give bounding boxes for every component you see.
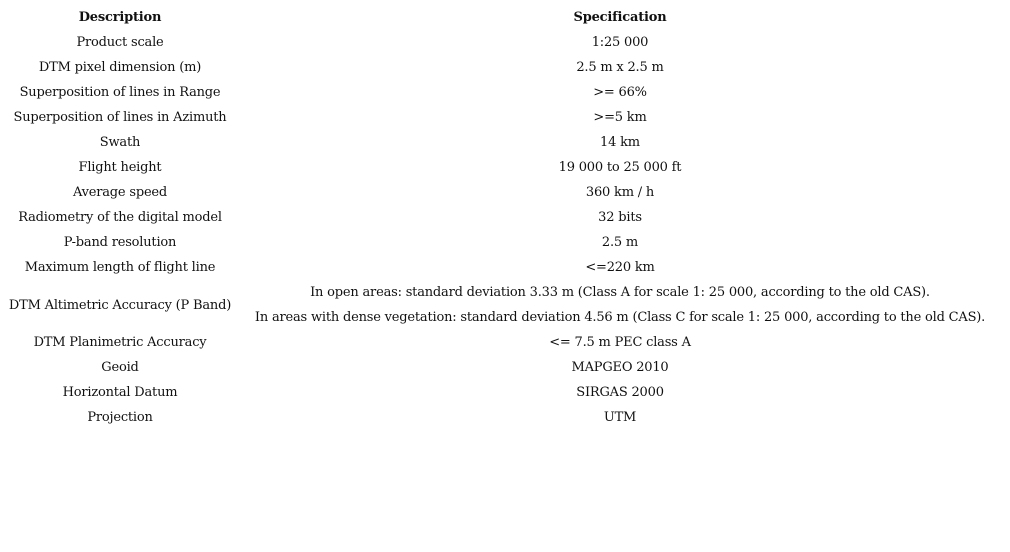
table-row (2, 380, 1002, 405)
description-cell: Horizontal Datum (62, 385, 178, 400)
table-row (2, 330, 1002, 355)
table-header-row (2, 5, 1002, 30)
table-row (2, 30, 1002, 55)
table-row (2, 105, 1002, 130)
table-row (2, 280, 1002, 330)
description-cell: Product scale (76, 35, 164, 50)
specification-cell: 2.5 m (601, 235, 639, 250)
table-row (2, 355, 1002, 380)
specification-table (2, 5, 1002, 430)
table-row (2, 230, 1002, 255)
specification-cell: 2.5 m x 2.5 m (576, 60, 664, 75)
description-cell: DTM Altimetric Accuracy (P Band) (8, 297, 232, 313)
description-cell: Geoid (101, 360, 139, 375)
specification-cell: 19 000 to 25 000 ft (558, 160, 682, 175)
table-row (2, 55, 1002, 80)
specification-line-open-areas: In open areas: standard deviation 3.33 m (Class A for scale 1: 25 000, according to the old CAS). (310, 285, 930, 300)
description-cell: Swath (99, 135, 141, 150)
specification-cell: 32 bits (598, 210, 642, 225)
table-row (2, 180, 1002, 205)
specification-cell: <= 7.5 m PEC class A (549, 335, 691, 350)
table-row (2, 130, 1002, 155)
description-cell: Projection (87, 410, 153, 425)
description-cell: Superposition of lines in Range (19, 85, 221, 100)
description-cell: Flight height (78, 160, 162, 175)
specification-cell: >=5 km (593, 110, 647, 125)
table-row (2, 255, 1002, 280)
specification-cell: 1:25 000 (591, 35, 649, 50)
specification-line-dense-vegetation: In areas with dense vegetation: standard deviation 4.56 m (Class C for scale 1: 25 000, according to the old CAS). (254, 310, 986, 325)
description-cell: Maximum length of flight line (24, 260, 216, 275)
specification-cell: 14 km (600, 135, 640, 150)
specification-cell: <=220 km (585, 260, 655, 275)
specification-cell: >= 66% (593, 85, 647, 100)
header-specification: Specification (573, 10, 667, 25)
table-row (2, 205, 1002, 230)
specification-cell: MAPGEO 2010 (571, 360, 669, 375)
specification-cell: SIRGAS 2000 (576, 385, 664, 400)
description-cell: Average speed (72, 185, 168, 200)
specification-cell: 360 km / h (585, 185, 655, 200)
description-cell: DTM pixel dimension (m) (38, 60, 202, 75)
specification-cell: UTM (603, 410, 637, 425)
header-description: Description (78, 10, 162, 25)
description-cell: DTM Planimetric Accuracy (33, 335, 207, 350)
table-row (2, 155, 1002, 180)
description-cell: Superposition of lines in Azimuth (13, 110, 227, 125)
specification-cell-multiline (238, 280, 1002, 330)
description-cell: Radiometry of the digital model (18, 210, 222, 225)
table-row (2, 405, 1002, 430)
table-row (2, 80, 1002, 105)
description-cell: P-band resolution (63, 235, 177, 250)
